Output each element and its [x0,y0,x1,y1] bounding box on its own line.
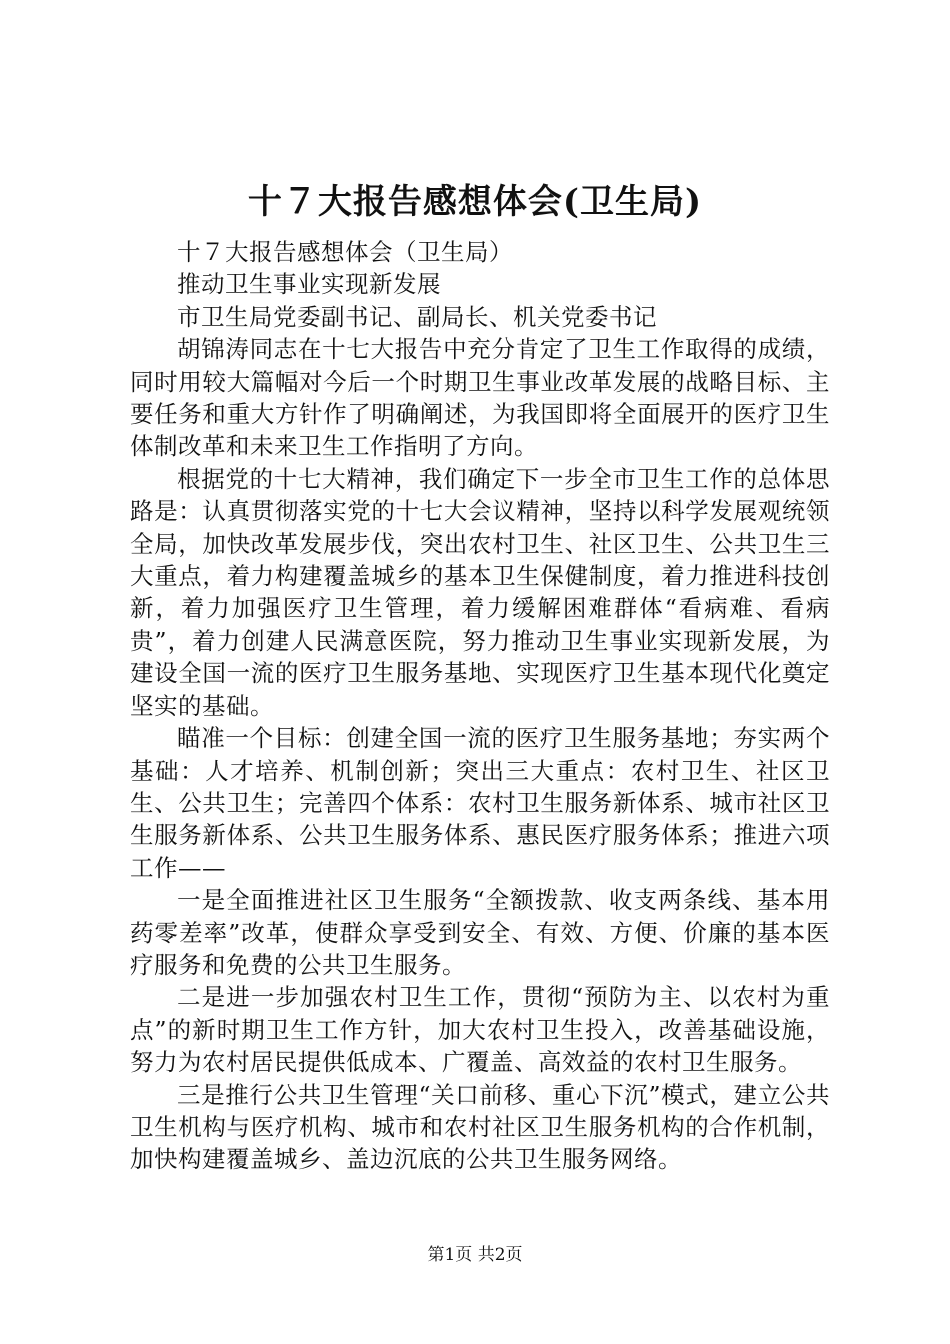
paragraph-theme: 推动卫生事业实现新发展 [177,270,441,299]
paragraph-body: 瞄准一个目标：创建全国一流的医疗卫生服务基地；夯实两个基础：人才培养、机制创新；突出三大重点：农村卫生、社区卫生、公共卫生；完善四个体系：农村卫生服务新体系、城市社区卫生服务新体系、公共卫生服务体系、惠民医疗服务体系；推进六项工作—— [130,724,830,882]
paragraph-body: 二是进一步加强农村卫生工作，贯彻“预防为主、以农村为重点”的新时期卫生工作方针，加大农村卫生投入，改善基础设施，努力为农村居民提供低成本、广覆盖、高效益的农村卫生服务。 [130,983,830,1077]
document-title: 十７大报告感想体会(卫生局) [247,182,703,222]
page-number-footer: 第1页 共2页 [427,1245,523,1265]
paragraph-body: 三是推行公共卫生管理“关口前移、重心下沉”模式，建立公共卫生机构与医疗机构、城市和农村社区卫生服务机构的合作机制，加快构建覆盖城乡、盖边沉底的公共卫生服务网络。 [130,1080,830,1174]
paragraph-author-position: 市卫生局党委副书记、副局长、机关党委书记 [177,302,657,331]
paragraph-body: 一是全面推进社区卫生服务“全额拨款、收支两条线、基本用药零差率”改革，使群众享受到安全、有效、方便、价廉的基本医疗服务和免费的公共卫生服务。 [130,886,830,979]
paragraph-subtitle: 十７大报告感想体会（卫生局） [177,238,513,266]
document-body [130,236,830,1176]
paragraph-body: 胡锦涛同志在十七大报告中充分肯定了卫生工作取得的成绩，同时用较大篇幅对今后一个时期卫生事业改革发展的战略目标、主要任务和重大方针作了明确阐述，为我国即将全面展开的医疗卫生体制改革和未来卫生工作指明了方向。 [130,335,830,461]
paragraph-body: 根据党的十七大精神，我们确定下一步全市卫生工作的总体思路是：认真贯彻落实党的十七大会议精神，坚持以科学发展观统领全局，加快改革发展步伐，突出农村卫生、社区卫生、公共卫生三大重点，着力构建覆盖城乡的基本卫生保健制度，着力推进科技创新，着力加强医疗卫生管理，着力缓解困难群体“看病难、看病贵”，着力创建人民满意医院，努力推动卫生事业实现新发展，为建设全国一流的医疗卫生服务基地、实现医疗卫生基本现代化奠定坚实的基础。 [130,464,830,720]
